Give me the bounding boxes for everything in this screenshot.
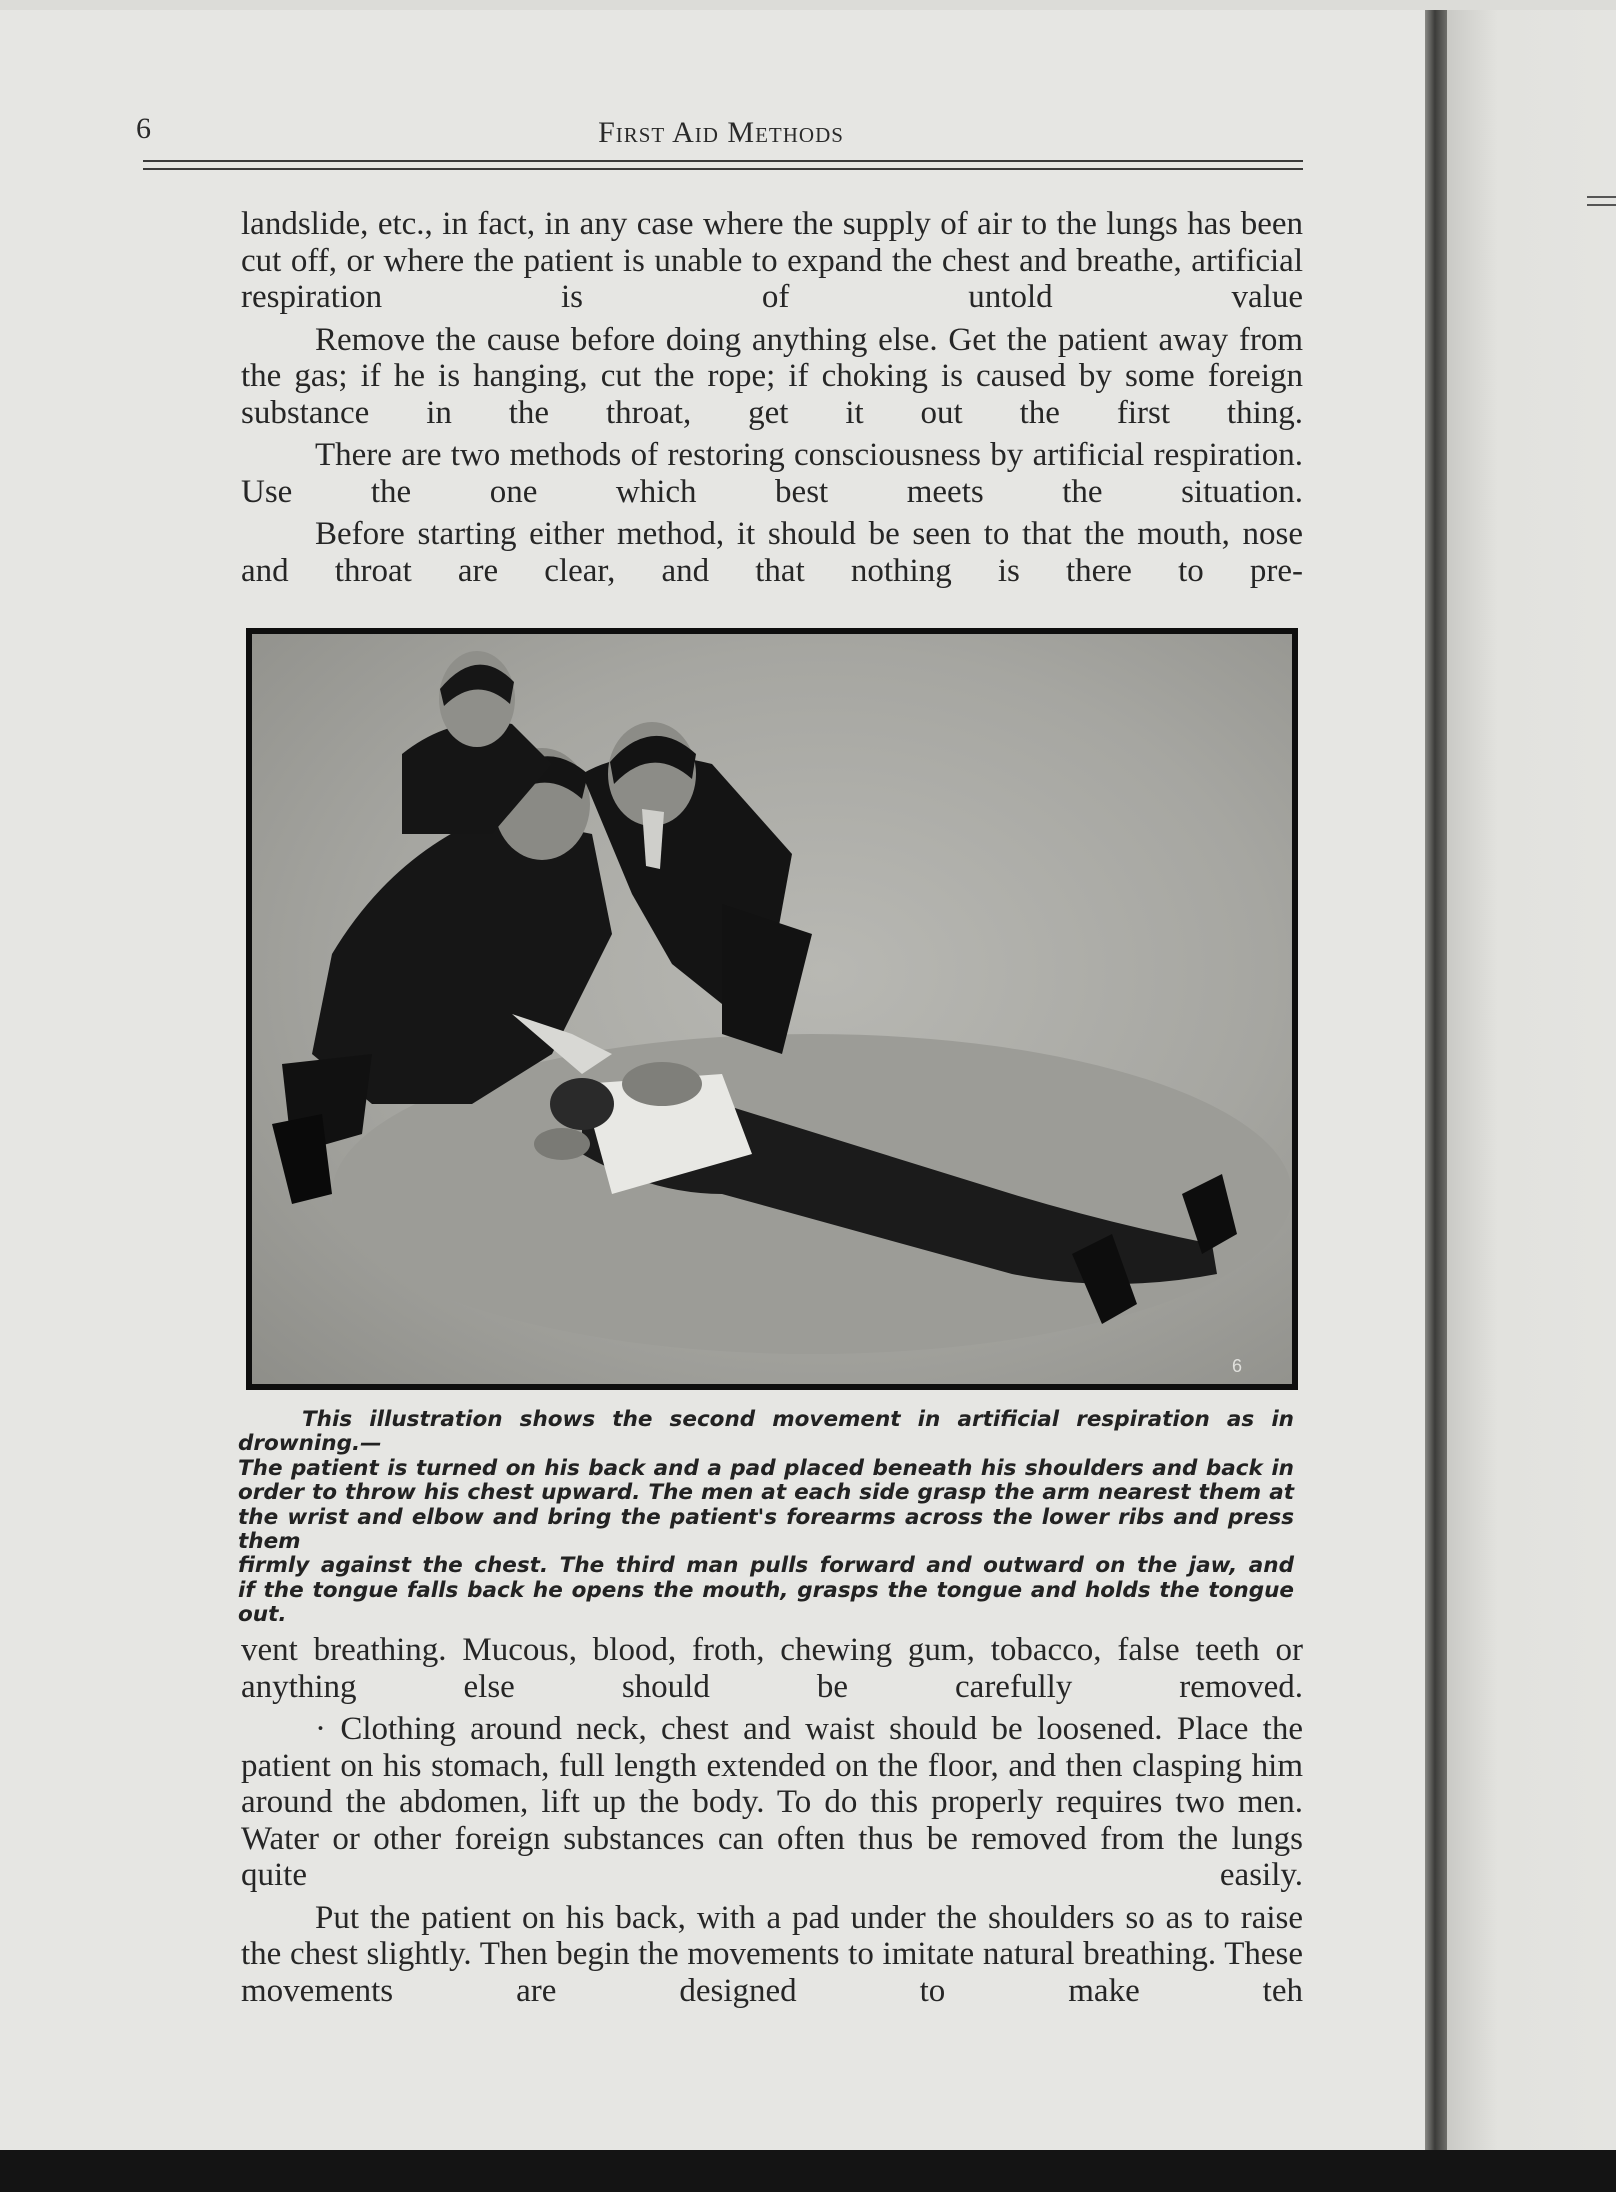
caption-line: firmly against the chest. The third man pulls forward and outward on the jaw, and (238, 1553, 1294, 1579)
photo-illustration (252, 634, 1292, 1384)
halftone-photograph (246, 628, 1298, 1390)
caption-line: This illustration shows the second movement in artificial respiration as in drowning.— (238, 1407, 1294, 1457)
body-text-top (241, 206, 1303, 589)
book-gutter (1425, 10, 1447, 2155)
running-head: First Aid Methods (598, 116, 844, 149)
body-text-bottom (241, 1632, 1303, 2009)
plate-number: 6 (1232, 1356, 1243, 1376)
hand-on-wrist (534, 1128, 590, 1160)
caption-line: order to throw his chest upward. The men at each side grasp the arm nearest them at (238, 1480, 1294, 1506)
facing-page-edge (1447, 10, 1616, 2155)
paragraph: · Clothing around neck, chest and waist should be loosened. Place the patient on his stomach, full length extended on the floor, and then clasping him around the abdomen, lift up the body. To do this properly requires two men. Water or other foreign substances can often thus be removed from the lungs quite easily. (241, 1711, 1303, 1893)
paragraph: vent breathing. Mucous, blood, froth, chewing gum, tobacco, false teeth or anything else should be carefully removed. (241, 1632, 1303, 1705)
figure-caption (238, 1408, 1294, 1628)
photograph-artificial-respiration (252, 634, 1292, 1384)
hands-on-chest (622, 1062, 702, 1106)
paragraph: Remove the cause before doing anything else. Get the patient away from the gas; if he is hanging, cut the rope; if choking is caused by some foreign substance in the throat, get it out the first thing. (241, 321, 1303, 431)
left-rescuer-shoe (272, 1114, 332, 1204)
caption-line: the wrist and elbow and bring the patient's forearms across the lower ribs and press them (238, 1504, 1294, 1555)
paragraph: landslide, etc., in fact, in any case where the supply of air to the lungs has been cut off, or where the patient is unable to expand the chest and breathe, artificial respiration is of untold value (241, 206, 1303, 315)
caption-line: The patient is turned on his back and a pad placed beneath his shoulders and back in (238, 1455, 1294, 1481)
page-number: 6 (136, 112, 151, 145)
scan-bottom-edge (0, 2150, 1616, 2192)
paragraph: Before starting either method, it should be seen to that the mouth, nose and throat are clear, and that nothing is there to pre- (241, 516, 1303, 589)
right-rescuer-leg (722, 904, 812, 1054)
page-header (136, 112, 1306, 152)
paragraph: There are two methods of restoring consciousness by artificial respiration. Use the one which best meets the situation. (241, 437, 1303, 510)
paragraph: Put the patient on his back, with a pad under the shoulders so as to raise the chest slightly. Then begin the movements to imitate natural breathing. These movements are designed to make teh (241, 1899, 1303, 2009)
patient-head (550, 1078, 614, 1130)
facing-page-rule (1587, 196, 1616, 206)
header-double-rule (143, 160, 1303, 170)
caption-line: if the tongue falls back he opens the mouth, grasps the tongue and holds the tongue out. (238, 1577, 1294, 1628)
